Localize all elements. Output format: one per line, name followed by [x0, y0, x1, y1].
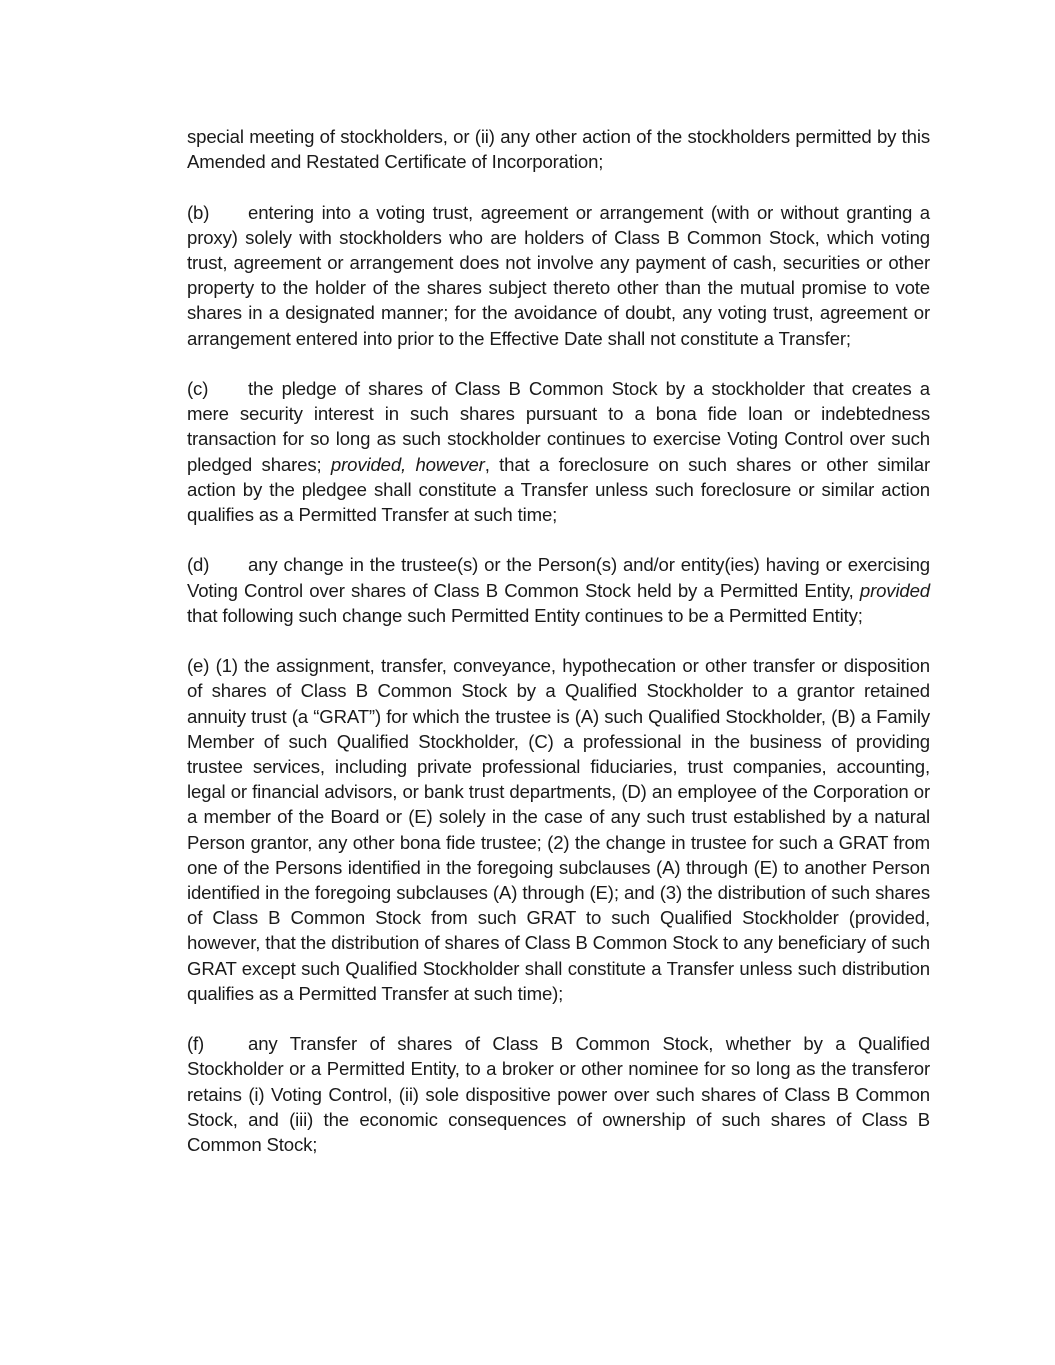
- paragraph-c: [187, 376, 930, 527]
- paragraph-c-text-2: , that a foreclosure on such shares or other similar action by the pledgee shall constitute a Transfer unless such foreclosure or similar action qualifies as a Permitted Transfer at such time;: [187, 453, 930, 526]
- clause-marker-c: (c): [187, 378, 209, 399]
- paragraph-c-text-1: the pledge of shares of Class B Common Stock by a stockholder that creates a mere security interest in such shares pursuant to a bona fide loan or indebtedness transaction for so long as such stockholder continues to exercise Voting Control over such pledged shares;: [187, 378, 930, 475]
- document-body: [187, 124, 930, 1182]
- paragraph-d-emphasis: provided: [859, 579, 930, 601]
- clause-marker-d: (d): [187, 554, 210, 576]
- paragraph-b: [187, 200, 930, 351]
- paragraph-intro: [187, 124, 930, 174]
- paragraph-c-emphasis: provided, however: [330, 453, 485, 475]
- clause-marker-b: (b): [187, 201, 210, 223]
- paragraph-intro-text: special meeting of stockholders, or (ii) any other action of the stockholders permitted by this Amended and Restated Certificate of Incorporation;: [187, 126, 930, 173]
- paragraph-d-text-2: that following such change such Permitted Entity continues to be a Permitted Entity;: [187, 604, 863, 626]
- clause-marker-f: (f): [187, 1033, 205, 1055]
- paragraph-d: [187, 552, 930, 628]
- paragraph-b-text: entering into a voting trust, agreement or arrangement (with or without granting a proxy) solely with stockholders who are holders of Class B Common Stock, which voting trust, agreement or arrangement does not involve any payment of cash, securities or other property to the holder of the shares subject thereto other than the mutual promise to vote shares in a designated manner; for the avoidance of doubt, any voting trust, agreement or arrangement entered into prior to the Effective Date shall not constitute a Transfer;: [187, 201, 930, 349]
- paragraph-e-text: (e) (1) the assignment, transfer, conveyance, hypothecation or other transfer or disposition of shares of Class B Common Stock by a Qualified Stockholder to a grantor retained annuity trust (a “GRAT”) for which the trustee is (A) such Qualified Stockholder, (B) a Family Member of such Qualified Stockholder, (C) a professional in the business of providing trustee services, including private professional fiduciaries, trust companies, accounting, legal or financial advisors, or bank trust departments, (D) an employee of the Corporation or a member of the Board or (E) solely in the case of any such trust established by a natural Person grantor, any other bona fide trustee; (2) the change in trustee for such a GRAT from one of the Persons identified in the foregoing subclauses (A) through (E) to another Person identified in the foregoing subclauses (A) through (E); and (3) the distribution of such shares of Class B Common Stock from such GRAT to such Qualified Stockholder (provided, however, that the distribution of shares of Class B Common Stock to any beneficiary of such GRAT except such Qualified Stockholder shall constitute a Transfer unless such distribution qualifies as a Permitted Transfer at such time);: [187, 655, 930, 1004]
- paragraph-f-text: any Transfer of shares of Class B Common Stock, whether by a Qualified Stockholder or a Permitted Entity, to a broker or other nominee for so long as the transferor retains (i) Voting Control, (ii) sole dispositive power over such shares of Class B Common Stock, and (iii) the economic consequences of ownership of such shares of Class B Common Stock;: [187, 1033, 930, 1156]
- paragraph-f: [187, 1031, 930, 1157]
- paragraph-d-text-1: any change in the trustee(s) or the Person(s) and/or entity(ies) having or exercising Voting Control over shares of Class B Common Stock held by a Permitted Entity,: [187, 554, 930, 601]
- paragraph-e: [187, 653, 930, 1006]
